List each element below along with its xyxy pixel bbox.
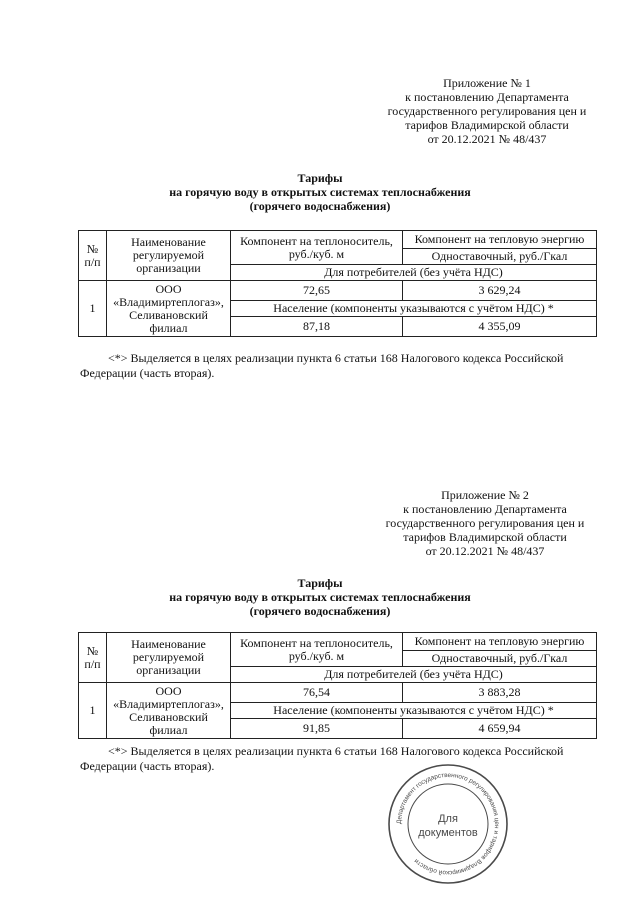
stamp-seal-icon <box>386 762 510 886</box>
appendix-2-tariff-table <box>78 632 597 739</box>
col-header-energy: Компонент на тепловую энергию <box>403 633 597 651</box>
header-line: государственного регулирования цен и <box>385 516 585 530</box>
stamp-center-line-1: Для <box>438 813 458 825</box>
consumers-energy-value: 3 883,28 <box>403 683 597 703</box>
header-line: Приложение № 1 <box>443 76 531 90</box>
header-line: тарифов Владимирской области <box>405 118 569 132</box>
col-header-energy: Компонент на тепловую энергию <box>403 231 597 249</box>
group-population: Население (компоненты указываются с учётом НДС) * <box>231 703 597 719</box>
col-header-carrier: Компонент на теплоноситель, руб./куб. м <box>231 231 403 265</box>
title-line: Тарифы <box>297 171 343 185</box>
consumers-energy-value: 3 629,24 <box>403 281 597 301</box>
header-line: от 20.12.2021 № 48/437 <box>425 544 545 558</box>
group-consumers: Для потребителей (без учёта НДС) <box>231 265 597 281</box>
title-line: (горячего водоснабжения) <box>249 604 391 618</box>
official-stamp <box>386 762 510 886</box>
appendix-2-title <box>90 576 550 618</box>
col-header-name: Наименование регулируемой организации <box>107 231 231 281</box>
title-line: на горячую воду в открытых системах теплоснабжения <box>169 185 471 199</box>
population-carrier-value: 87,18 <box>231 317 403 337</box>
row-org-name: ООО «Владимиртеплогаз», Селивановский филиал <box>107 281 231 337</box>
group-consumers: Для потребителей (без учёта НДС) <box>231 667 597 683</box>
col-header-carrier: Компонент на теплоноситель, руб./куб. м <box>231 633 403 667</box>
row-org-name: ООО «Владимиртеплогаз», Селивановский филиал <box>107 683 231 739</box>
header-line: к постановлению Департамента <box>405 90 569 104</box>
col-header-energy-sub: Одноставочный, руб./Гкал <box>403 249 597 265</box>
title-line: Тарифы <box>297 576 343 590</box>
appendix-1-title <box>90 171 550 213</box>
consumers-carrier-value: 76,54 <box>231 683 403 703</box>
group-population: Население (компоненты указываются с учётом НДС) * <box>231 301 597 317</box>
col-header-name: Наименование регулируемой организации <box>107 633 231 683</box>
appendix-1-footnote: <*> Выделяется в целях реализации пункта 6 статьи 168 Налогового кодекса Российской Федерации (часть вторая). <box>80 351 564 380</box>
appendix-2-header <box>370 488 600 558</box>
header-line: государственного регулирования цен и <box>387 104 587 118</box>
col-header-num: № п/п <box>79 231 107 281</box>
stamp-ring-text: Департамент государственного регулирования цен и тарифов Владимирской области <box>395 771 501 877</box>
appendix-1-tariff-table <box>78 230 597 337</box>
header-line: от 20.12.2021 № 48/437 <box>427 132 547 146</box>
population-energy-value: 4 355,09 <box>403 317 597 337</box>
header-line: к постановлению Департамента <box>403 502 567 516</box>
population-energy-value: 4 659,94 <box>403 719 597 739</box>
consumers-carrier-value: 72,65 <box>231 281 403 301</box>
appendix-1-header <box>372 76 602 146</box>
col-header-energy-sub: Одноставочный, руб./Гкал <box>403 651 597 667</box>
header-line: тарифов Владимирской области <box>403 530 567 544</box>
col-header-num: № п/п <box>79 633 107 683</box>
title-line: на горячую воду в открытых системах теплоснабжения <box>169 590 471 604</box>
stamp-center-line-2: документов <box>418 827 478 839</box>
appendix-2-footnote: <*> Выделяется в целях реализации пункта 6 статьи 168 Налогового кодекса Российской Федерации (часть вторая). <box>80 744 564 773</box>
title-line: (горячего водоснабжения) <box>249 199 391 213</box>
population-carrier-value: 91,85 <box>231 719 403 739</box>
header-line: Приложение № 2 <box>441 488 529 502</box>
row-num: 1 <box>79 683 107 739</box>
row-num: 1 <box>79 281 107 337</box>
